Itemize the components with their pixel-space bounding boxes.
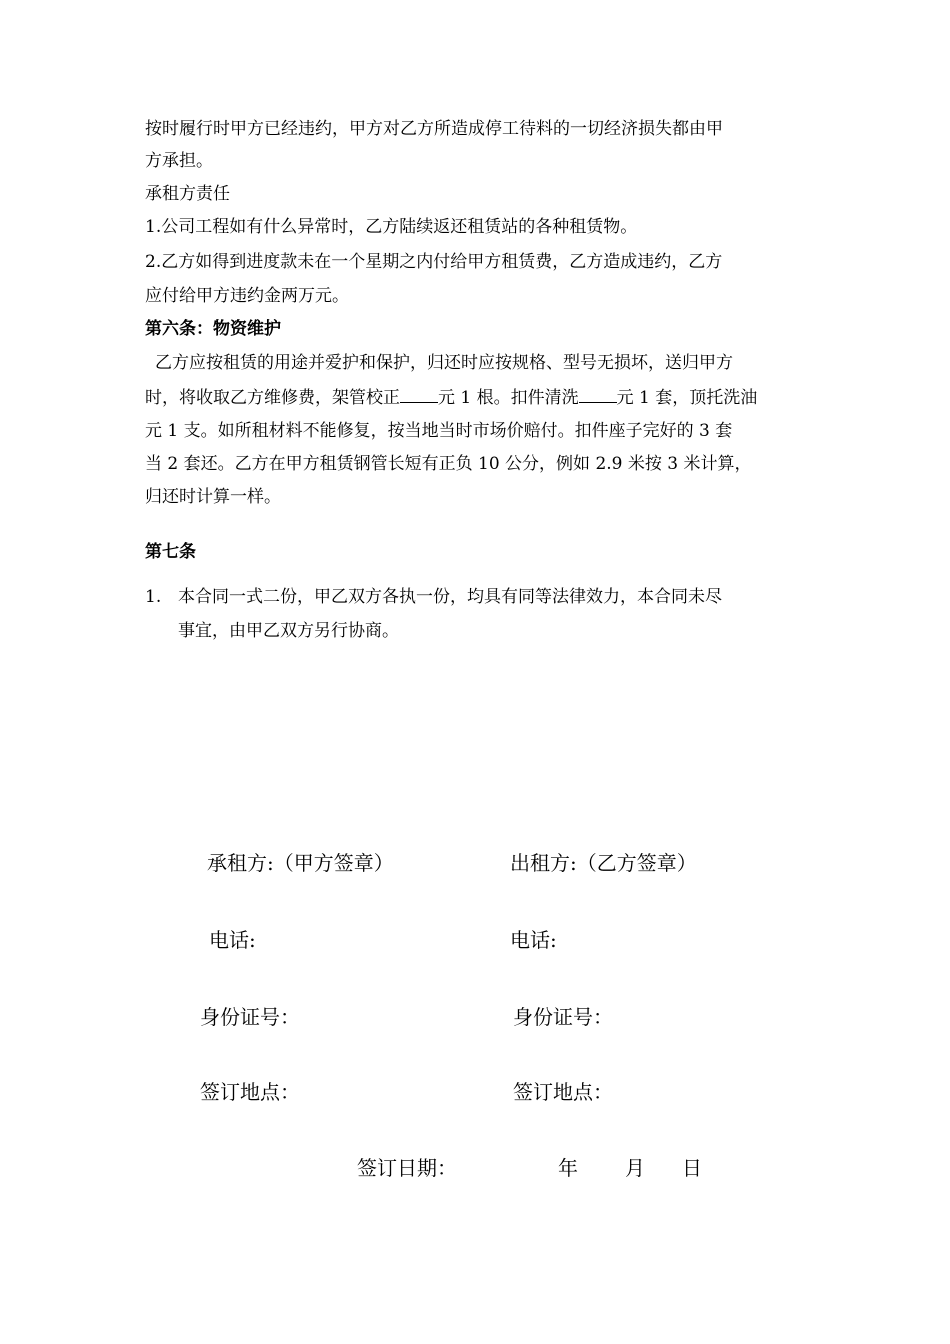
lessee-responsibility-item-2-line-2: 应付给甲方违约金两万元。: [145, 286, 349, 306]
article-6-line-5: 归还时计算一样。: [145, 487, 281, 507]
straightening-fee-blank: [400, 386, 438, 403]
lessor-id-number-label: 身份证号：: [513, 1005, 613, 1029]
article-7-item-number: 1.: [145, 587, 162, 607]
cleaning-fee-blank: [579, 386, 617, 403]
breach-paragraph-line-1: 按时履行时甲方已经违约，甲方对乙方所造成停工待料的一切经济损失都由甲: [145, 119, 723, 139]
article-6-line-2-part-c: 元 1 套，顶托洗油: [616, 388, 758, 408]
signing-date-label: 签订日期：: [357, 1156, 457, 1180]
breach-paragraph-line-2: 方承担。: [145, 151, 213, 171]
lessee-signing-place-label: 签订地点：: [200, 1080, 300, 1104]
article-6-line-2-part-b: 元 1 根。扣件清洗: [438, 388, 579, 408]
article-6-line-1: 乙方应按租赁的用途并爱护和保护，归还时应按规格、型号无损坏，送归甲方: [155, 353, 733, 373]
lessee-signature-label: 承租方:（甲方签章）: [207, 851, 394, 875]
article-7-item-line-2: 事宜，由甲乙双方另行协商。: [178, 621, 399, 641]
article-7-heading: 第七条: [145, 542, 196, 562]
signing-date-year: 年: [558, 1156, 578, 1180]
article-6-line-2: [145, 386, 757, 409]
lessor-signature-label: 出租方:（乙方签章）: [510, 851, 697, 875]
lessee-responsibility-title: 承租方责任: [145, 184, 230, 204]
lessor-signing-place-label: 签订地点：: [513, 1080, 613, 1104]
lessee-responsibility-item-2-line-1: 2.乙方如得到进度款未在一个星期之内付给甲方租赁费，乙方造成违约，乙方: [145, 252, 723, 272]
lessee-responsibility-item-1: 1.公司工程如有什么异常时，乙方陆续返还租赁站的各种租赁物。: [145, 217, 638, 237]
signing-date-month: 月: [625, 1156, 645, 1180]
article-6-line-2-part-a: 时，将收取乙方维修费，架管校正: [145, 388, 400, 408]
lessor-phone-label: 电话:: [510, 928, 557, 952]
signing-date-day: 日: [682, 1156, 702, 1180]
lessee-id-number-label: 身份证号：: [200, 1005, 300, 1029]
article-6-line-4: 当 2 套还。乙方在甲方租赁钢管长短有正负 10 公分，例如 2.9 米按 3 米计算，: [145, 454, 752, 474]
article-6-line-3: 元 1 支。如所租材料不能修复，按当地当时市场价赔付。扣件座子完好的 3 套: [145, 421, 733, 441]
article-7-item-line-1: 本合同一式二份，甲乙双方各执一份，均具有同等法律效力，本合同未尽: [178, 587, 722, 607]
article-6-heading: 第六条：物资维护: [145, 319, 281, 339]
lessee-phone-label: 电话:: [209, 928, 256, 952]
